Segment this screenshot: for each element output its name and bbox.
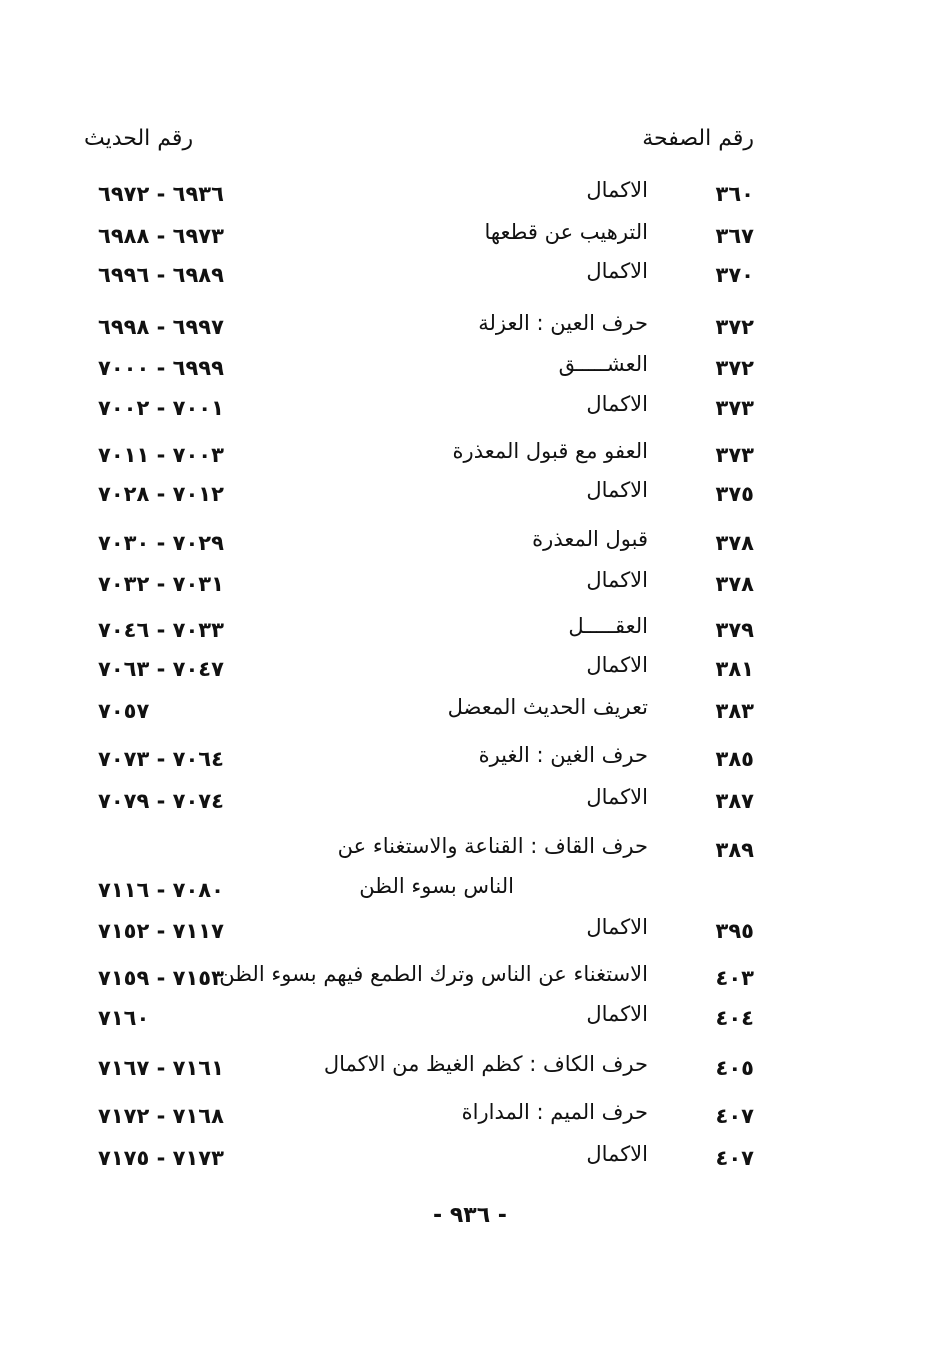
page-number-footer: - ٩٣٦ - — [433, 1203, 507, 1228]
row-hadith-range: ٦٩٩٩ - ٧٠٠٠ — [98, 356, 224, 380]
row-page-number: ٣٨٥ — [715, 747, 754, 771]
row-hadith-range: ٦٩٧٣ - ٦٩٨٨ — [98, 224, 224, 248]
row-title: العفو مع قبول المعذرة — [452, 439, 648, 463]
row-page-number: ٣٨٣ — [715, 699, 754, 723]
index-row — [0, 962, 940, 996]
row-hadith-range: ٧٠٦٤ - ٧٠٧٣ — [98, 747, 224, 771]
row-title: الاكمال — [586, 478, 648, 502]
row-title: الاكمال — [586, 915, 648, 939]
row-page-number: ٣٧٢ — [715, 315, 754, 339]
row-page-number: ٣٧٢ — [715, 356, 754, 380]
row-hadith-range: ٦٩٩٧ - ٦٩٩٨ — [98, 315, 224, 339]
row-hadith-range: ٧١١٧ - ٧١٥٢ — [98, 919, 224, 943]
row-title: الاكمال — [586, 392, 648, 416]
row-page-number: ٣٧٨ — [715, 531, 754, 555]
row-title: الاكمال — [586, 568, 648, 592]
index-row — [0, 785, 940, 819]
index-row — [0, 1002, 940, 1036]
row-page-number: ٣٩٥ — [715, 919, 754, 943]
row-hadith-range: ٧١٧٣ - ٧١٧٥ — [98, 1146, 224, 1170]
row-title: العقـــــل — [568, 614, 648, 638]
row-hadith-range: ٧١٦١ - ٧١٦٧ — [98, 1056, 224, 1080]
row-hadith-range: ٧٠٠٣ - ٧٠١١ — [98, 443, 224, 467]
index-row — [0, 695, 940, 729]
row-page-number: ٤٠٧ — [715, 1104, 754, 1128]
row-hadith-range: ٧١٥٣ - ٧١٥٩ — [98, 966, 224, 990]
row-hadith-range: ٧٠٣١ - ٧٠٣٢ — [98, 572, 224, 596]
row-page-number: ٣٨٩ — [715, 838, 754, 862]
row-page-number: ٤٠٤ — [715, 1006, 754, 1030]
row-title: الاكمال — [586, 653, 648, 677]
index-row — [0, 178, 940, 212]
row-title: حرف القاف : القناعة والاستغناء عن — [337, 834, 648, 858]
row-title-continuation: الناس بسوء الظن — [359, 874, 514, 898]
index-row — [0, 439, 940, 473]
row-title: العشـــــق — [558, 352, 648, 376]
index-row — [0, 653, 940, 687]
row-hadith-range: ٧٠٧٤ - ٧٠٧٩ — [98, 789, 224, 813]
row-title: حرف العين : العزلة — [478, 311, 648, 335]
row-page-number: ٣٦٧ — [715, 224, 754, 248]
row-title: حرف الغين : الغيرة — [478, 743, 648, 767]
row-hadith-range: ٧١٦٠ — [98, 1006, 150, 1030]
row-page-number: ٣٧٨ — [715, 572, 754, 596]
row-title: تعريف الحديث المعضل — [447, 695, 648, 719]
row-title: الاكمال — [586, 1142, 648, 1166]
row-title: قبول المعذرة — [532, 527, 648, 551]
row-page-number: ٣٧٠ — [715, 263, 754, 287]
index-row — [0, 527, 940, 561]
row-page-number: ٣٦٠ — [715, 182, 754, 206]
row-title: الاكمال — [586, 259, 648, 283]
row-title: الاستغناء عن الناس وترك الطمع فيهم بسوء الظن — [219, 962, 648, 986]
row-title: حرف الميم : المداراة — [461, 1100, 648, 1124]
row-page-number: ٤٠٥ — [715, 1056, 754, 1080]
index-row — [0, 743, 940, 777]
index-row — [0, 915, 940, 949]
row-title: الاكمال — [586, 1002, 648, 1026]
row-page-number: ٤٠٧ — [715, 1146, 754, 1170]
row-hadith-range: ٦٩٣٦ - ٦٩٧٢ — [98, 182, 224, 206]
index-row — [0, 478, 940, 512]
row-hadith-range: ٧٠٤٧ - ٧٠٦٣ — [98, 657, 224, 681]
row-hadith-range: ٧١٦٨ - ٧١٧٢ — [98, 1104, 224, 1128]
row-hadith-range: ٧٠٥٧ — [98, 699, 150, 723]
row-title: الاكمال — [586, 785, 648, 809]
index-row — [0, 1142, 940, 1176]
index-row — [0, 1052, 940, 1086]
row-page-number: ٣٨١ — [715, 657, 754, 681]
row-page-number: ٤٠٣ — [715, 966, 754, 990]
row-hadith-range: ٦٩٨٩ - ٦٩٩٦ — [98, 263, 224, 287]
hadith-number-column-header: رقم الحديث — [84, 126, 194, 151]
row-page-number: ٣٨٧ — [715, 789, 754, 813]
row-title: الاكمال — [586, 178, 648, 202]
row-hadith-range: ٧٠١٢ - ٧٠٢٨ — [98, 482, 224, 506]
index-row — [0, 614, 940, 648]
row-page-number: ٣٧٣ — [715, 396, 754, 420]
row-page-number: ٣٧٥ — [715, 482, 754, 506]
index-row — [0, 392, 940, 426]
row-page-number: ٣٧٣ — [715, 443, 754, 467]
index-row — [0, 259, 940, 293]
row-page-number: ٣٧٩ — [715, 618, 754, 642]
index-row — [0, 352, 940, 386]
index-row — [0, 568, 940, 602]
row-hadith-range: ٧٠٨٠ - ٧١١٦ — [98, 878, 224, 902]
index-row — [0, 220, 940, 254]
index-row — [0, 1100, 940, 1134]
row-title: حرف الكاف : كظم الغيظ من الاكمال — [323, 1052, 648, 1076]
row-hadith-range: ٧٠٣٣ - ٧٠٤٦ — [98, 618, 224, 642]
row-title: الترهيب عن قطعها — [484, 220, 648, 244]
index-row — [0, 834, 940, 914]
row-hadith-range: ٧٠٠١ - ٧٠٠٢ — [98, 396, 224, 420]
row-hadith-range: ٧٠٢٩ - ٧٠٣٠ — [98, 531, 224, 555]
page-number-column-header: رقم الصفحة — [642, 126, 754, 151]
index-row — [0, 311, 940, 345]
